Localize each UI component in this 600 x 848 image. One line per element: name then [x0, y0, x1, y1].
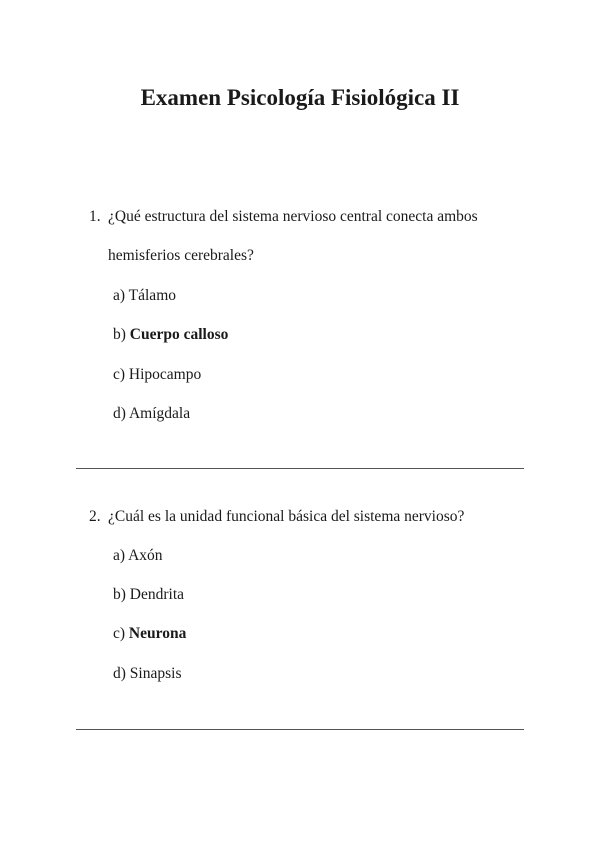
option-letter: a): [113, 547, 126, 564]
answer-option: [113, 585, 184, 605]
option-letter: b): [113, 586, 126, 603]
option-letter: d): [113, 405, 126, 422]
option-text: Hipocampo: [128, 366, 202, 383]
option-text: Amígdala: [128, 405, 191, 422]
option-text: Dendrita: [129, 586, 185, 603]
option-text: Tálamo: [128, 287, 176, 304]
answer-option: [113, 546, 163, 566]
question-text: ¿Cuál es la unidad funcional básica del sistema nervioso?: [108, 508, 465, 525]
answer-option: [113, 325, 228, 345]
option-letter: c): [113, 625, 126, 642]
section-divider: [76, 468, 524, 469]
option-letter: a): [113, 287, 126, 304]
question-number: 1.: [89, 208, 101, 225]
answer-option: [113, 365, 201, 385]
answer-option: [113, 624, 186, 644]
question-text-continued: hemisferios cerebrales?: [108, 247, 254, 264]
question-text: ¿Qué estructura del sistema nervioso central conecta ambos: [108, 208, 478, 225]
page-title: Examen Psicología Fisiológica II: [140, 85, 460, 110]
correct-option-text: Cuerpo calloso: [129, 326, 229, 343]
correct-option-text: Neurona: [128, 625, 187, 642]
option-text: Axón: [128, 547, 163, 564]
option-letter: d): [113, 665, 126, 682]
option-letter: c): [113, 366, 126, 383]
answer-option: [113, 286, 176, 306]
option-text: Sinapsis: [129, 665, 182, 682]
answer-option: [113, 404, 190, 424]
section-divider: [76, 729, 524, 730]
option-letter: b): [113, 326, 126, 343]
question-number: 2.: [89, 508, 101, 525]
answer-option: [113, 664, 181, 684]
